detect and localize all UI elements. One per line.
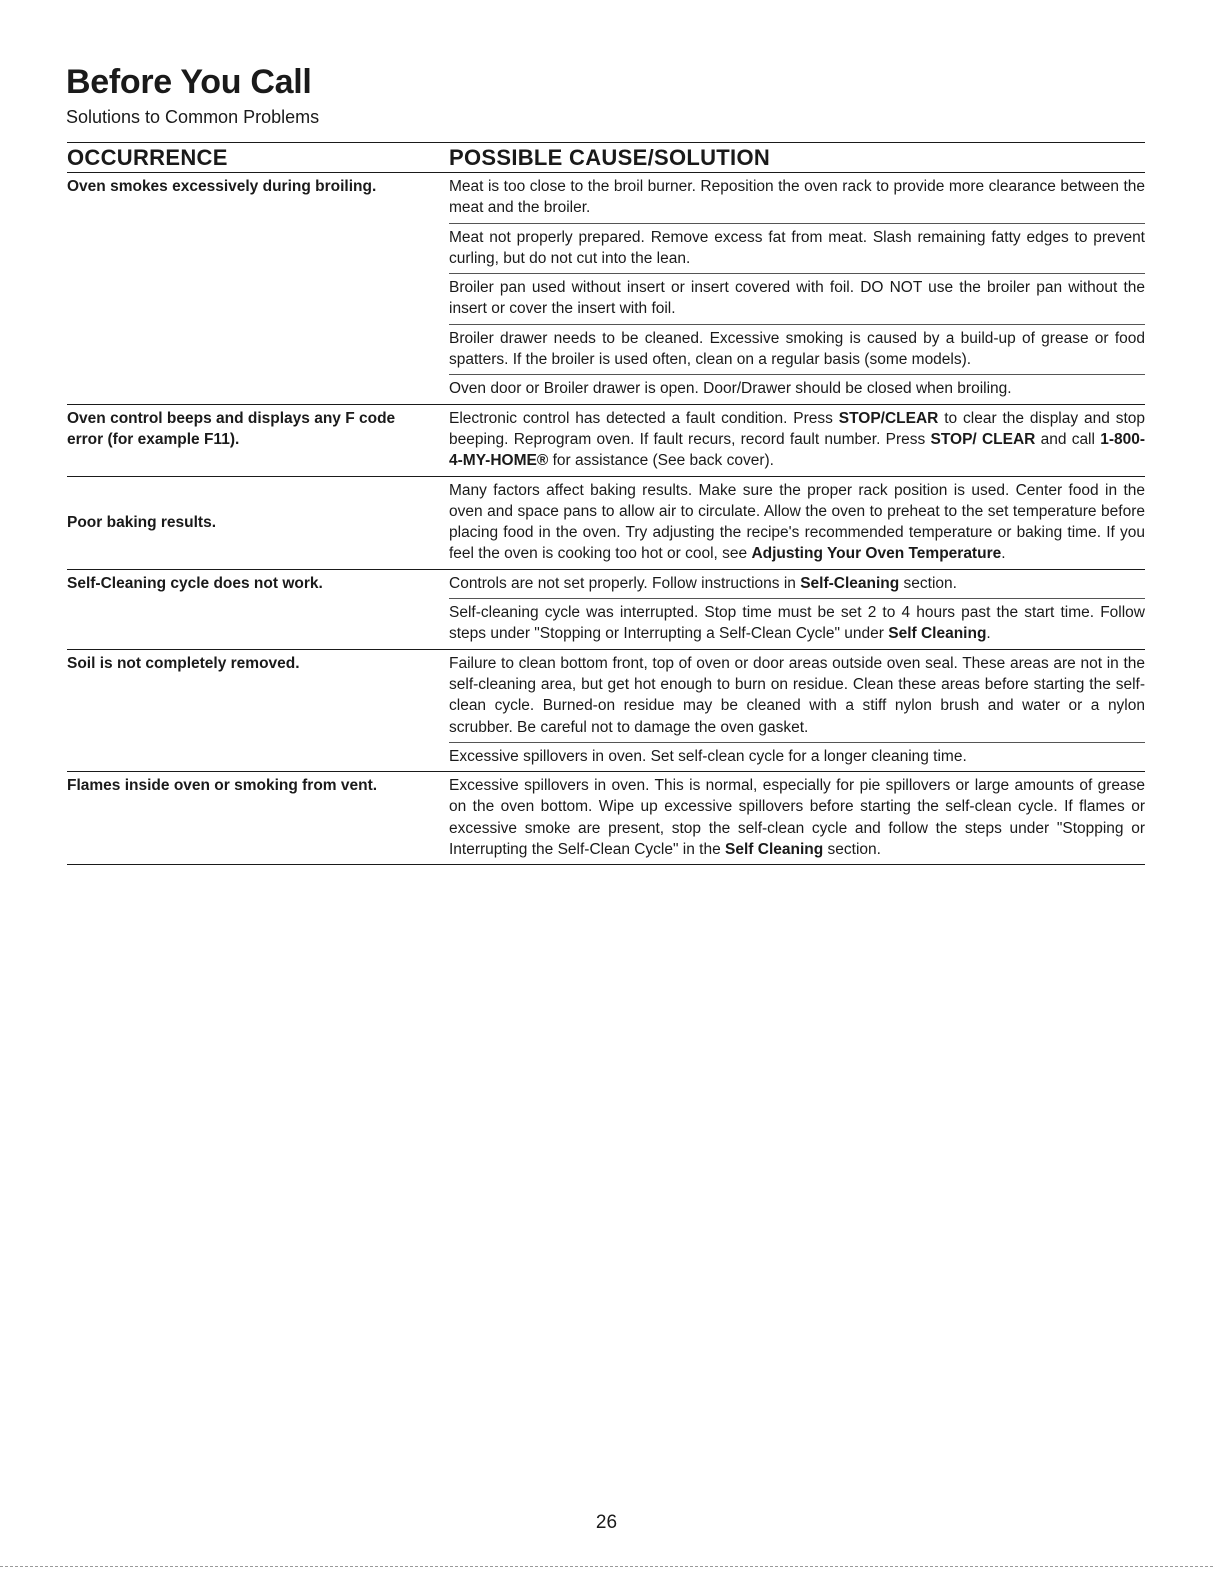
solution-text: Meat is too close to the broil burner. Reposition the oven rack to provide more clearance between the meat and the broiler.	[449, 178, 1145, 217]
solution-cell	[449, 173, 1145, 404]
table-row	[67, 772, 1145, 865]
solution-paragraph	[449, 598, 1145, 649]
page-title: Before You Call	[66, 63, 312, 101]
solution-emphasis: Self Cleaning	[888, 625, 987, 643]
solution-paragraph	[449, 374, 1145, 403]
page-bottom-rule	[0, 1566, 1213, 1567]
table-row	[67, 650, 1145, 772]
solution-text: Failure to clean bottom front, top of oven or door areas outside oven seal. These areas are not in the self-cleaning area, but get hot enough to burn on residue. Clean these areas before starting the self-clean cycle. Burned-on residue may be cleaned with a stiff nylon brush and water or a nylon scrubber. Be careful not to damage the oven gasket.	[449, 654, 1145, 736]
solution-text: Excessive spillovers in oven. This is normal, especially for pie spillovers or large amounts of grease on the oven bottom. Wipe up excessive spillovers before starting the self-clean cycle. If flames or excessive smoke are present, stop the self-clean cycle and follow the steps under "Stopping or Interrupting the Self-Clean Cycle" in the	[449, 777, 1145, 859]
table-row	[67, 570, 1145, 650]
column-header-occurrence: OCCURRENCE	[67, 144, 228, 170]
solution-text: Electronic control has detected a fault condition. Press	[449, 409, 839, 427]
table-row	[67, 477, 1145, 570]
occurrence-cell: Oven control beeps and displays any F code error (for example F11).	[67, 409, 396, 448]
solution-paragraph	[449, 650, 1145, 742]
solution-emphasis: Adjusting Your Oven Temperature	[751, 545, 1002, 563]
solution-emphasis: STOP/CLEAR	[838, 409, 939, 427]
solution-text: and call	[1035, 430, 1101, 448]
table-header	[67, 142, 1145, 173]
solution-emphasis: STOP/ CLEAR	[930, 430, 1036, 448]
page-subtitle: Solutions to Common Problems	[66, 107, 320, 127]
solution-paragraph	[449, 477, 1145, 569]
solution-paragraph	[449, 405, 1145, 476]
solution-text: Excessive spillovers in oven. Set self-clean cycle for a longer cleaning time.	[449, 747, 967, 765]
solution-paragraph	[449, 173, 1145, 223]
solution-text: .	[986, 625, 991, 643]
solution-text: Broiler drawer needs to be cleaned. Excessive smoking is caused by a build-up of grease or food spatters. If the broiler is used often, clean on a regular basis (some models).	[449, 329, 1145, 369]
solution-cell	[449, 570, 1145, 649]
solution-paragraph	[449, 273, 1145, 324]
solution-cell	[449, 405, 1145, 476]
occurrence-cell: Self-Cleaning cycle does not work.	[67, 574, 323, 592]
occurrence-cell: Oven smokes excessively during broiling.	[67, 178, 377, 195]
solution-cell	[449, 772, 1145, 864]
table-row	[67, 173, 1145, 405]
table-body	[67, 173, 1145, 865]
occurrence-cell: Soil is not completely removed.	[67, 654, 300, 672]
solution-paragraph	[449, 570, 1145, 598]
solution-text: to clear the display and stop beeping. Reprogram oven. If fault recurs, record fault number. Press	[449, 409, 1145, 448]
solution-text: for assistance (See back cover).	[548, 452, 774, 470]
solution-text: Broiler pan used without insert or insert covered with foil. DO NOT use the broiler pan without the insert or cover the insert with foil.	[449, 279, 1145, 318]
solution-text: .	[1001, 545, 1006, 563]
solution-text: Controls are not set properly. Follow instructions in	[449, 574, 801, 592]
solution-text: Many factors affect baking results. Make sure the proper rack position is used. Center food in the oven and space pans to allow air to circulate. Allow the oven to preheat to the set temperature before placing food in the oven. Try adjusting the recipe's recommended temperature or baking time. If you feel the oven is cooking too hot or cool, see	[449, 481, 1145, 563]
solution-text: section.	[823, 841, 881, 859]
solution-text: Self-cleaning cycle was interrupted. Stop time must be set 2 to 4 hours past the start time. Follow steps under "Stopping or Interrupting a Self-Clean Cycle" under	[449, 604, 1145, 643]
occurrence-cell: Poor baking results.	[67, 514, 217, 532]
solution-text: section.	[899, 574, 957, 592]
solution-text: Meat not properly prepared. Remove excess fat from meat. Slash remaining fatty edges to prevent curling, but do not cut into the lean.	[449, 228, 1145, 267]
table-row	[67, 405, 1145, 477]
solution-paragraph	[449, 772, 1145, 864]
solution-cell	[449, 477, 1145, 569]
solution-paragraph	[449, 742, 1145, 771]
solution-text: Oven door or Broiler drawer is open. Door/Drawer should be closed when broiling.	[449, 380, 1012, 398]
solution-paragraph	[449, 223, 1145, 274]
solution-paragraph	[449, 324, 1145, 375]
occurrence-cell: Flames inside oven or smoking from vent.	[67, 777, 378, 795]
solution-emphasis: Self Cleaning	[725, 841, 824, 859]
solution-emphasis: 1-800-4-MY-HOME®	[449, 430, 1146, 470]
solution-emphasis: Self-Cleaning	[800, 574, 900, 592]
column-header-solution: POSSIBLE CAUSE/SOLUTION	[449, 144, 771, 170]
page-number: 26	[595, 1512, 618, 1533]
solution-cell	[449, 650, 1145, 771]
troubleshooting-table	[67, 142, 1145, 865]
